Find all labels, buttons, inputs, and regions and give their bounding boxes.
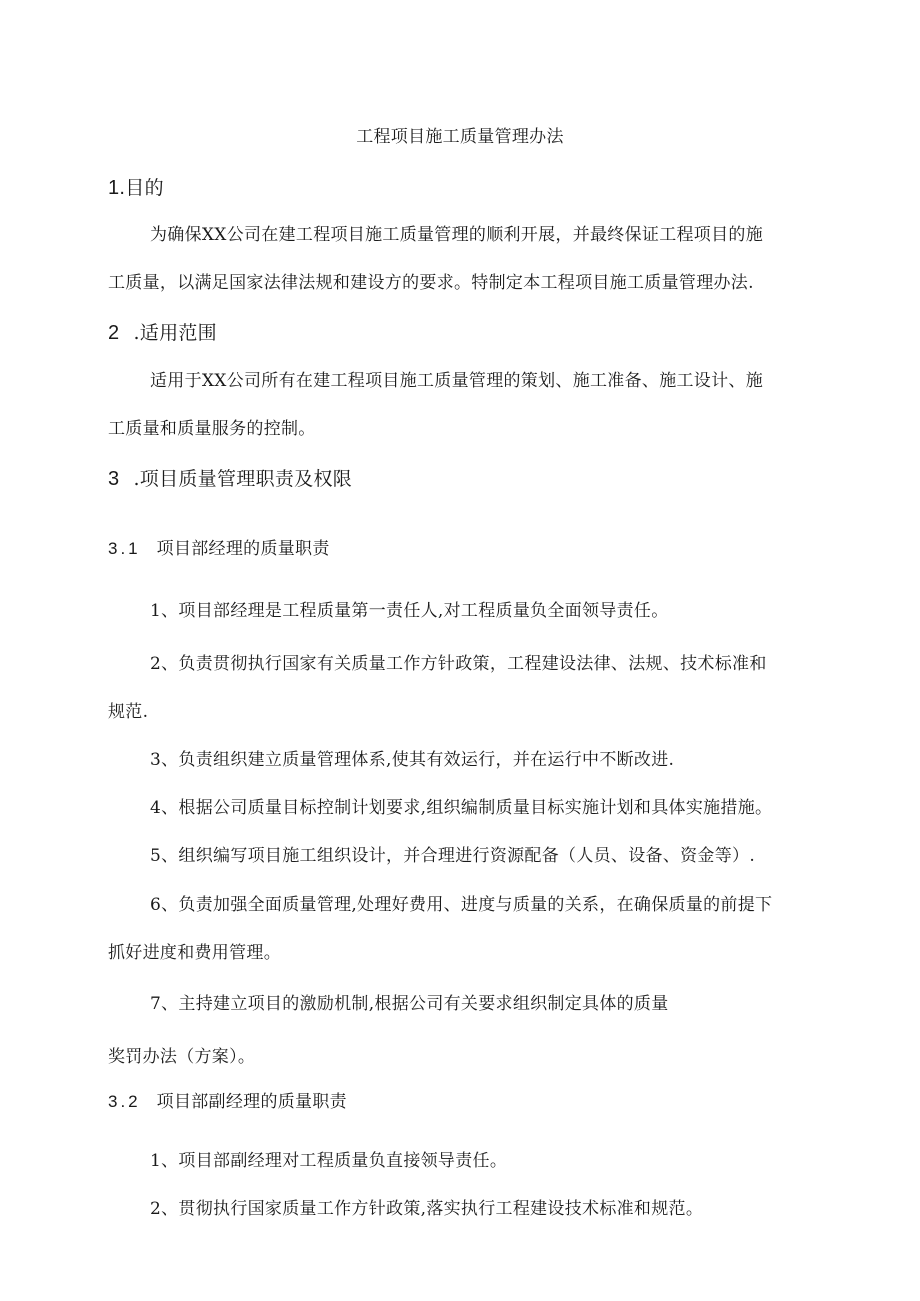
list-item: 1、项目部经理是工程质量第一责任人,对工程质量负全面领导责任。 (150, 601, 669, 621)
section-3-title: .项目质量管理职责及权限 (133, 468, 353, 490)
section-3-2-number: 3.2 (108, 1092, 141, 1111)
section-2-number: 2 (108, 322, 120, 344)
list-item: 2、贯彻执行国家质量工作方针政策,落实执行工程建设技术标准和规范。 (150, 1199, 704, 1219)
list-item: 1、项目部副经理对工程质量负直接领导责任。 (150, 1151, 508, 1171)
section-2-paragraph-line-1: 适用于XX公司所有在建工程项目施工质量管理的策划、施工准备、施工设计、施 (150, 371, 764, 391)
section-1-paragraph-line-2: 工质量，以满足国家法律法规和建设方的要求。特制定本工程项目施工质量管理办法. (108, 273, 754, 293)
section-2-paragraph-line-2: 工质量和质量服务的控制。 (108, 419, 316, 439)
section-3-1-heading (108, 537, 330, 561)
list-item-continuation: 奖罚办法（方案）。 (108, 1047, 256, 1067)
section-3-1-title: 项目部经理的质量职责 (156, 539, 330, 559)
list-item: 7、主持建立项目的激励机制,根据公司有关要求组织制定具体的质量 (150, 994, 669, 1014)
list-item: 2、负责贯彻执行国家有关质量工作方针政策，工程建设法律、法规、技术标准和 (150, 654, 767, 674)
list-item-continuation: 规范. (108, 702, 149, 722)
section-1-paragraph-line-1: 为确保XX公司在建工程项目施工质量管理的顺利开展，并最终保证工程项目的施 (150, 225, 764, 245)
section-1-heading (108, 176, 164, 200)
list-item: 4、根据公司质量目标控制计划要求,组织编制质量目标实施计划和具体实施措施。 (150, 798, 773, 818)
section-3-1-number: 3.1 (108, 539, 141, 558)
list-item: 5、组织编写项目施工组织设计，并合理进行资源配备（人员、设备、资金等）. (150, 846, 756, 866)
list-item-continuation: 抓好进度和费用管理。 (108, 943, 281, 963)
section-3-number: 3 (108, 468, 120, 490)
section-2-title: .适用范围 (133, 322, 217, 344)
document-title: 工程项目施工质量管理办法 (356, 127, 564, 147)
section-2-heading (108, 321, 217, 345)
list-item: 6、负责加强全面质量管理,处理好费用、进度与质量的关系，在确保质量的前提下 (150, 895, 773, 915)
list-item: 3、负责组织建立质量管理体系,使其有效运行，并在运行中不断改进. (150, 750, 675, 770)
section-1-number: 1. (108, 177, 126, 199)
section-3-heading (108, 467, 352, 491)
section-3-2-title: 项目部副经理的质量职责 (156, 1092, 347, 1112)
section-3-2-heading (108, 1090, 347, 1114)
section-1-title: 目的 (125, 177, 164, 199)
